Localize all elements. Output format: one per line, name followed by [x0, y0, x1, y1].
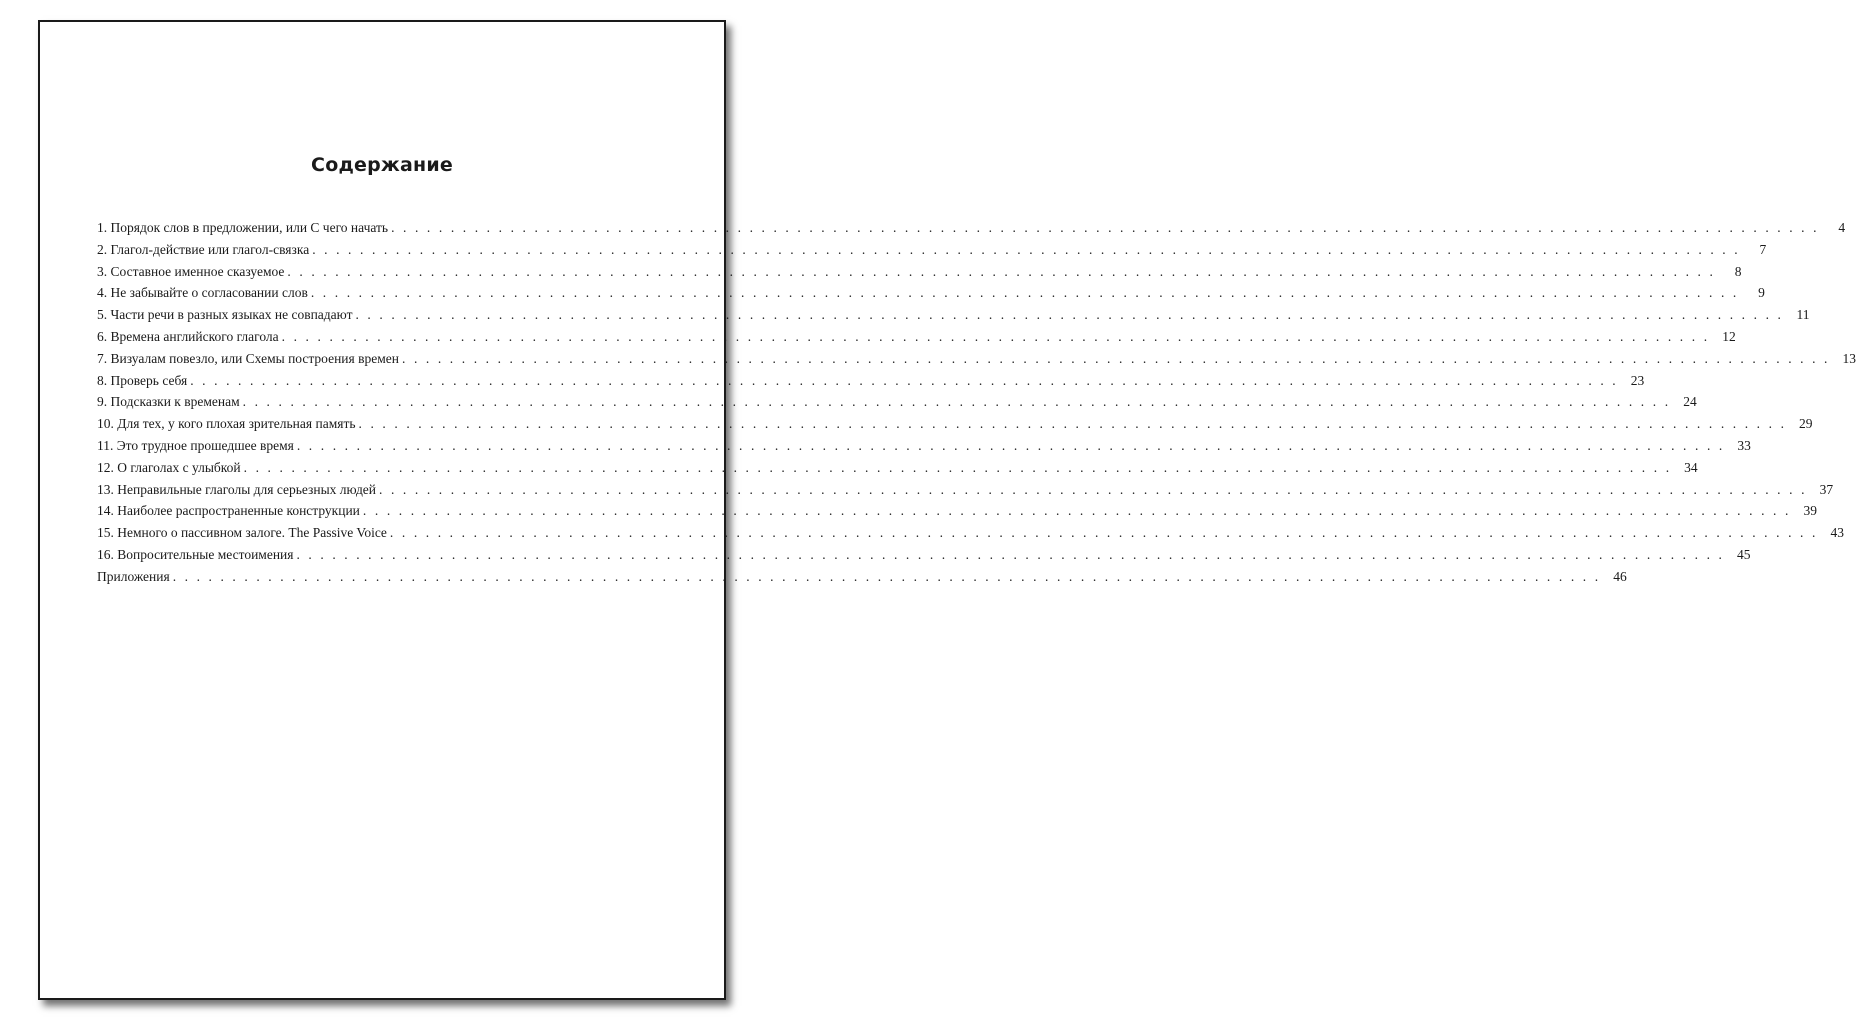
toc-entry-label: 1. Порядок слов в предложении, или С чего начать: [97, 220, 389, 235]
dot-leader: . . . . . . . . . . . . . . . . . . . . . . . . . . . . . . . . . . . . . . . . . . . . . . . . . . . . . . . . . . . . . . . . . . . . . . . . . . . . . . . . . . . . . . . . . . . . . . . . . . . . . . . . . . . . . . . . . . . . . . . .: [402, 350, 1831, 366]
toc-entry: [97, 416, 1813, 438]
dot-leader: . . . . . . . . . . . . . . . . . . . . . . . . . . . . . . . . . . . . . . . . . . . . . . . . . . . . . . . . . . . . . . . . . . . . . . . . . . . . . . . . . . . . . . . . . . . . . . . . . . . . . . . . . . . . . . . . . . . . . . . .: [281, 328, 1710, 344]
dot-leader: . . . . . . . . . . . . . . . . . . . . . . . . . . . . . . . . . . . . . . . . . . . . . . . . . . . . . . . . . . . . . . . . . . . . . . . . . . . . . . . . . . . . . . . . . . . . . . . . . . . . . . . . . . . . . . . . . . . . . . . .: [296, 546, 1725, 562]
toc-entry-page-number: 39: [1803, 503, 1817, 519]
toc-entry-page-number: 24: [1683, 394, 1697, 410]
toc-entry-label: 5. Части речи в разных языках не совпадают: [97, 307, 353, 323]
toc-entry-page-number: 34: [1684, 459, 1698, 475]
toc-entry-page-number: 12: [1722, 328, 1736, 344]
toc-entry: [97, 285, 1765, 307]
toc-entry: [97, 503, 1817, 525]
toc-entry-label: 16. Вопросительные местоимения: [97, 546, 294, 562]
toc-entry: [97, 241, 1767, 264]
dot-leader: . . . . . . . . . . . . . . . . . . . . . . . . . . . . . . . . . . . . . . . . . . . . . . . . . . . . . . . . . . . . . . . . . . . . . . . . . . . . . . . . . . . . . . . . . . . . . . . . . . . . . . . . . . . . . . . . . . . . . . . .: [243, 459, 1672, 475]
toc-entry-page-number: 11: [1796, 307, 1810, 323]
toc-entry-label: 15. Немного о пассивном залоге. The Passive Voice: [97, 525, 387, 541]
toc-entry-page-number: 9: [1758, 285, 1765, 301]
toc-entry-label: 7. Визуалам повезло, или Схемы построения времен: [97, 350, 399, 366]
toc-entry: [97, 437, 1751, 460]
dot-leader: . . . . . . . . . . . . . . . . . . . . . . . . . . . . . . . . . . . . . . . . . . . . . . . . . . . . . . . . . . . . . . . . . . . . . . . . . . . . . . . . . . . . . . . . . . . . . . . . . . . . . . . . . . . . . . . . . . . . . . . .: [190, 372, 1619, 388]
toc-entry-page-number: 45: [1737, 546, 1751, 562]
toc-entry-label: 4. Не забывайте о согласовании слов: [97, 285, 308, 301]
toc-entry-page-number: 7: [1759, 241, 1767, 257]
toc-entry-page-number: 46: [1613, 568, 1627, 584]
toc-entry: [97, 220, 1846, 242]
toc-entry: [97, 568, 1627, 591]
toc-entry: [97, 525, 1844, 547]
dot-leader: . . . . . . . . . . . . . . . . . . . . . . . . . . . . . . . . . . . . . . . . . . . . . . . . . . . . . . . . . . . . . . . . . . . . . . . . . . . . . . . . . . . . . . . . . . . . . . . . . . . . . . . . . . . . . . . . . . . . . . . .: [358, 416, 1787, 432]
toc-entry-label: 9. Подсказки к временам: [97, 394, 240, 410]
toc-entry-page-number: 8: [1734, 263, 1742, 279]
toc-entry: [97, 481, 1834, 504]
page-title: Содержание: [311, 154, 453, 176]
dot-leader: . . . . . . . . . . . . . . . . . . . . . . . . . . . . . . . . . . . . . . . . . . . . . . . . . . . . . . . . . . . . . . . . . . . . . . . . . . . . . . . . . . . . . . . . . . . . . . . . . . . . . . . . . . . . . . . . . . . . . . . .: [362, 503, 1791, 519]
dot-leader: . . . . . . . . . . . . . . . . . . . . . . . . . . . . . . . . . . . . . . . . . . . . . . . . . . . . . . . . . . . . . . . . . . . . . . . . . . . . . . . . . . . . . . . . . . . . . . . . . . . . . . . . . . . . . . . . . . . . . . . .: [296, 437, 1725, 453]
toc-entry-label: 6. Времена английского глагола: [97, 328, 279, 344]
toc-entry-label: 8. Проверь себя: [97, 372, 188, 388]
dot-leader: . . . . . . . . . . . . . . . . . . . . . . . . . . . . . . . . . . . . . . . . . . . . . . . . . . . . . . . . . . . . . . . . . . . . . . . . . . . . . . . . . . . . . . . . . . . . . . . . . . . . . . . . . . . . . . . . . . . . . . . .: [391, 220, 1820, 235]
toc-entry-page-number: 43: [1830, 525, 1844, 541]
toc-entry-page-number: 37: [1819, 481, 1834, 497]
table-of-contents: [97, 220, 1856, 591]
dot-leader: . . . . . . . . . . . . . . . . . . . . . . . . . . . . . . . . . . . . . . . . . . . . . . . . . . . . . . . . . . . . . . . . . . . . . . . . . . . . . . . . . . . . . . . . . . . . . . . . . . . . . . . . . . . . . . . . . . . . . . . .: [242, 394, 1671, 410]
toc-entry-label: 11. Это трудное прошедшее время: [97, 437, 294, 453]
toc-entry-page-number: 29: [1799, 416, 1813, 432]
document-page: [38, 20, 1856, 1000]
toc-entry-label: 3. Составное именное сказуемое: [97, 263, 285, 279]
toc-entry-page-number: 13: [1842, 350, 1856, 366]
dot-leader: . . . . . . . . . . . . . . . . . . . . . . . . . . . . . . . . . . . . . . . . . . . . . . . . . . . . . . . . . . . . . . . . . . . . . . . . . . . . . . . . . . . . . . . . . . . . . . . . . . . . . . . . . . . . . . . . . . . . . . . .: [172, 568, 1601, 584]
toc-entry: [97, 546, 1751, 569]
toc-entry: [97, 394, 1697, 416]
toc-entry: [97, 372, 1645, 395]
toc-entry-page-number: 23: [1630, 372, 1645, 388]
toc-entry: [97, 263, 1742, 286]
toc-entry-label: 2. Глагол-действие или глагол-связка: [97, 241, 310, 257]
toc-entry-label: 12. О глаголах с улыбкой: [97, 459, 241, 475]
dot-leader: . . . . . . . . . . . . . . . . . . . . . . . . . . . . . . . . . . . . . . . . . . . . . . . . . . . . . . . . . . . . . . . . . . . . . . . . . . . . . . . . . . . . . . . . . . . . . . . . . . . . . . . . . . . . . . . . . . . . . . . .: [310, 285, 1739, 301]
dot-leader: . . . . . . . . . . . . . . . . . . . . . . . . . . . . . . . . . . . . . . . . . . . . . . . . . . . . . . . . . . . . . . . . . . . . . . . . . . . . . . . . . . . . . . . . . . . . . . . . . . . . . . . . . . . . . . . . . . . . . . . .: [312, 241, 1741, 257]
dot-leader: . . . . . . . . . . . . . . . . . . . . . . . . . . . . . . . . . . . . . . . . . . . . . . . . . . . . . . . . . . . . . . . . . . . . . . . . . . . . . . . . . . . . . . . . . . . . . . . . . . . . . . . . . . . . . . . . . . . . . . . .: [287, 263, 1716, 279]
toc-entry: [97, 459, 1698, 482]
toc-entry-label: 14. Наиболее распространенные конструкции: [97, 503, 360, 519]
dot-leader: . . . . . . . . . . . . . . . . . . . . . . . . . . . . . . . . . . . . . . . . . . . . . . . . . . . . . . . . . . . . . . . . . . . . . . . . . . . . . . . . . . . . . . . . . . . . . . . . . . . . . . . . . . . . . . . . . . . . . . . .: [355, 307, 1784, 323]
toc-entry: [97, 328, 1736, 351]
toc-entry-page-number: 33: [1737, 437, 1751, 453]
toc-entry-label: Приложения: [97, 568, 170, 584]
toc-entry: [97, 307, 1810, 329]
toc-entry-page-number: 4: [1838, 220, 1846, 235]
toc-entry-label: 10. Для тех, у кого плохая зрительная память: [97, 416, 356, 432]
dot-leader: . . . . . . . . . . . . . . . . . . . . . . . . . . . . . . . . . . . . . . . . . . . . . . . . . . . . . . . . . . . . . . . . . . . . . . . . . . . . . . . . . . . . . . . . . . . . . . . . . . . . . . . . . . . . . . . . . . . . . . . .: [379, 481, 1808, 497]
toc-entry-label: 13. Неправильные глаголы для серьезных людей: [97, 481, 377, 497]
dot-leader: . . . . . . . . . . . . . . . . . . . . . . . . . . . . . . . . . . . . . . . . . . . . . . . . . . . . . . . . . . . . . . . . . . . . . . . . . . . . . . . . . . . . . . . . . . . . . . . . . . . . . . . . . . . . . . . . . . . . . . . .: [389, 525, 1818, 541]
toc-entry: [97, 350, 1856, 373]
